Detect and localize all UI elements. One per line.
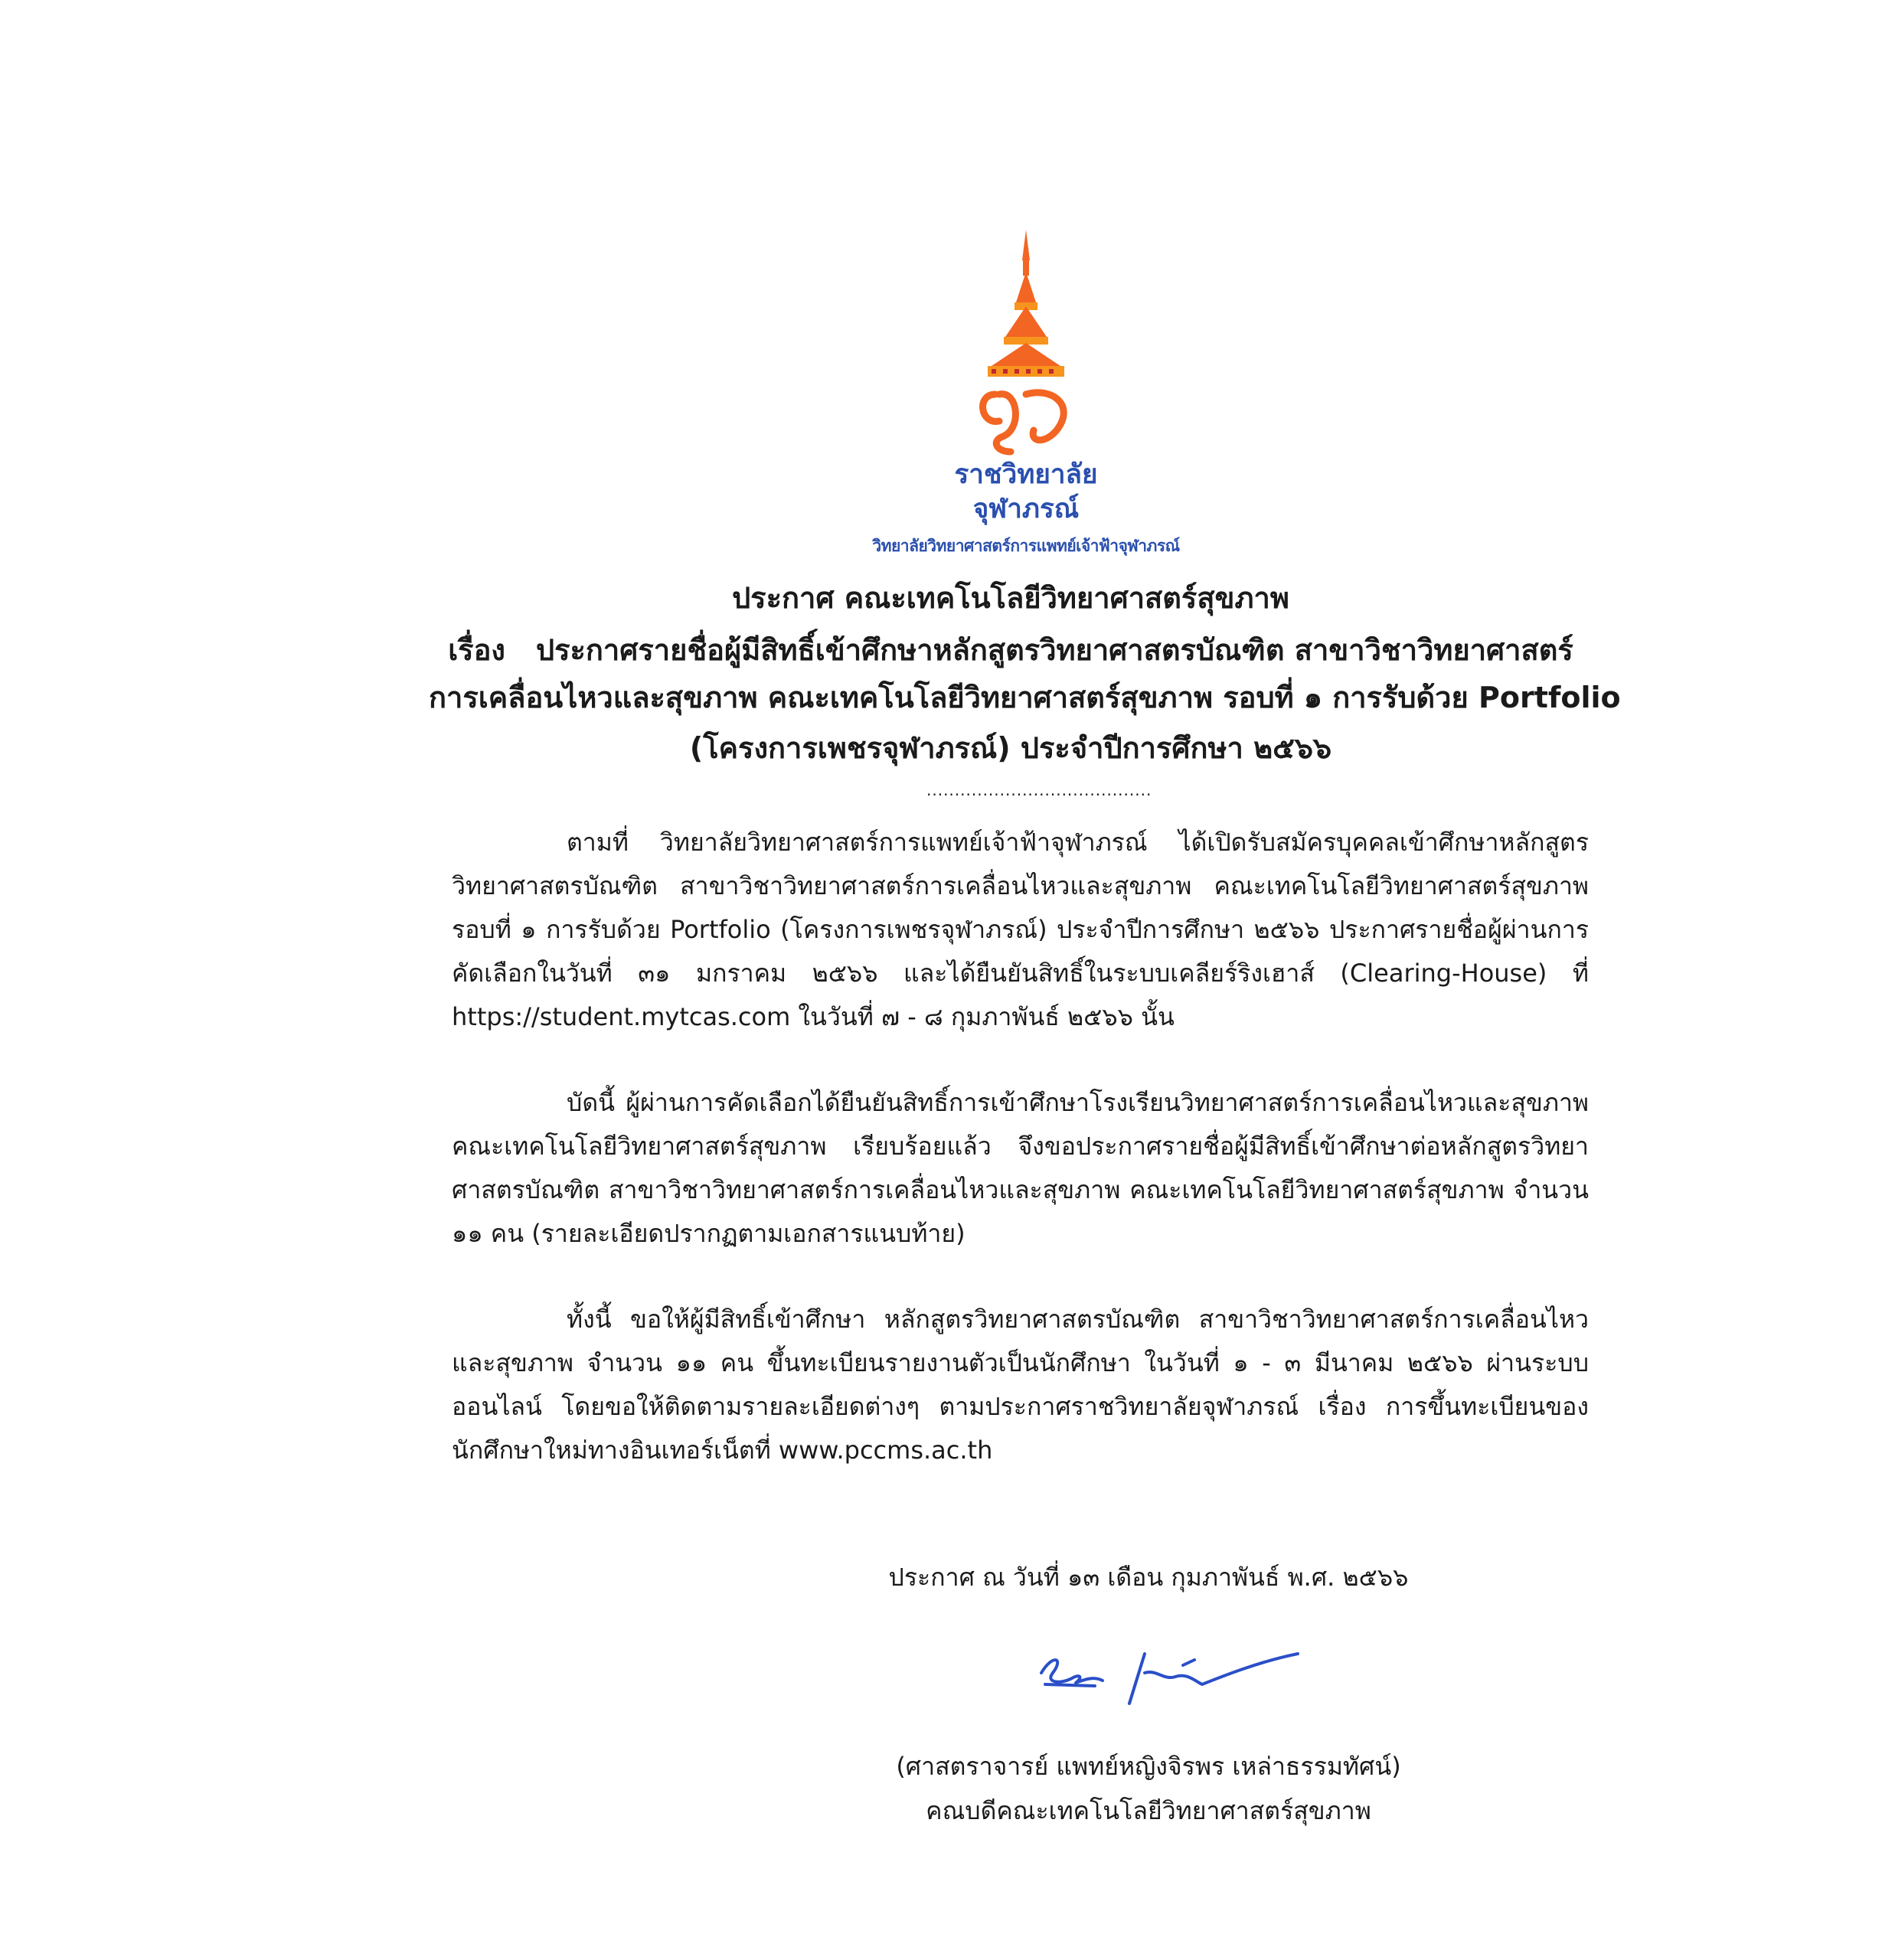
logo-text-line1: ราชวิทยาลัย [954,459,1098,490]
subject-label: เรื่อง [448,633,505,667]
signer-position: คณบดีคณะเทคโนโลยีวิทยาศาสตร์สุขภาพ [926,1796,1371,1825]
paragraph-text: ตามที่ วิทยาลัยวิทยาศาสตร์การแพทย์เจ้าฟ้าจุฬาภรณ์ ได้เปิดรับสมัครบุคคลเข้าศึกษาหลักสูตรวิทยาศาสตรบัณฑิต สาขาวิชาวิทยาศาสตร์การเคลื่อนไหวและสุขภาพ คณะเทคโนโลยีวิทยาศาสตร์สุขภาพ รอบที่ ๑ การรับด้วย Portfolio (โครงการเพชรจุฬาภรณ์) ประจำปีการศึกษา ๒๕๖๖ ประกาศรายชื่อผู้ผ่านการคัดเลือกในวันที่ ๓๑ มกราคม ๒๕๖๖ และได้ยืนยันสิทธิ์ในระบบเคลียร์ริงเฮาส์ (Clearing-House) ที่ https://student.mytcas.com ในวันที่ ๗ - ๘ กุมภาพันธ์ ๒๕๖๖ นั้น [452,828,1589,1031]
subject-line-2: การเคลื่อนไหวและสุขภาพ คณะเทคโนโลยีวิทยาศาสตร์สุขภาพ รอบที่ ๑ การรับด้วย Portfolio [429,681,1621,714]
body-paragraph-1 [452,821,1589,1039]
paragraph-text: ทั้งนี้ ขอให้ผู้มีสิทธิ์เข้าศึกษา หลักสูตรวิทยาศาสตรบัณฑิต สาขาวิชาวิทยาศาสตร์การเคลื่อนไหวและสุขภาพ จำนวน ๑๑ คน ขึ้นทะเบียนรายงานตัวเป็นนักศึกษา ในวันที่ ๑ - ๓ มีนาคม ๒๕๖๖ ผ่านระบบออนไลน์ โดยขอให้ติดตามรายละเอียดต่างๆ ตามประกาศราชวิทยาลัยจุฬาภรณ์ เรื่อง การขึ้นทะเบียนของนักศึกษาใหม่ทางอินเทอร์เน็ตที่ www.pccms.ac.th [452,1305,1589,1465]
separator: ........................................ [926,781,1152,799]
subject-line-1: ประกาศรายชื่อผู้มีสิทธิ์เข้าศึกษาหลักสูตรวิทยาศาสตรบัณฑิต สาขาวิชาวิทยาศาสตร์ [535,633,1573,667]
body-paragraph-3 [452,1298,1589,1472]
body-paragraph-2 [452,1081,1589,1256]
logo-text-line2: จุฬาภรณ์ [972,494,1080,524]
logo-subtitle: วิทยาลัยวิทยาศาสตร์การแพทย์เจ้าฟ้าจุฬาภรณ์ [872,537,1180,555]
subject-line-3: (โครงการเพชรจุฬาภรณ์) ประจำปีการศึกษา ๒๕๖๖ [689,731,1332,765]
announcement-title: ประกาศ คณะเทคโนโลยีวิทยาศาสตร์สุขภาพ [732,581,1289,615]
signature-icon [1030,1638,1305,1711]
signer-name: (ศาสตราจารย์ แพทย์หญิงจิรพร เหล่าธรรมทัศน์) [896,1752,1401,1781]
paragraph-text: บัดนี้ ผู้ผ่านการคัดเลือกได้ยืนยันสิทธิ์การเข้าศึกษาโรงเรียนวิทยาศาสตร์การเคลื่อนไหวและสุขภาพ คณะเทคโนโลยีวิทยาศาสตร์สุขภาพ เรียบร้อยแล้ว จึงขอประกาศรายชื่อผู้มีสิทธิ์เข้าศึกษาต่อหลักสูตรวิทยาศาสตรบัณฑิต สาขาวิชาวิทยาศาสตร์การเคลื่อนไหวและสุขภาพ คณะเทคโนโลยีวิทยาศาสตร์สุขภาพ จำนวน ๑๑ คน (รายละเอียดปรากฏตามเอกสารแนบท้าย) [452,1088,1589,1248]
announcement-date: ประกาศ ณ วันที่ ๑๓ เดือน กุมภาพันธ์ พ.ศ. ๒๕๖๖ [888,1563,1409,1592]
announcement-subject [429,626,1593,673]
college-emblem-icon [961,230,1091,459]
